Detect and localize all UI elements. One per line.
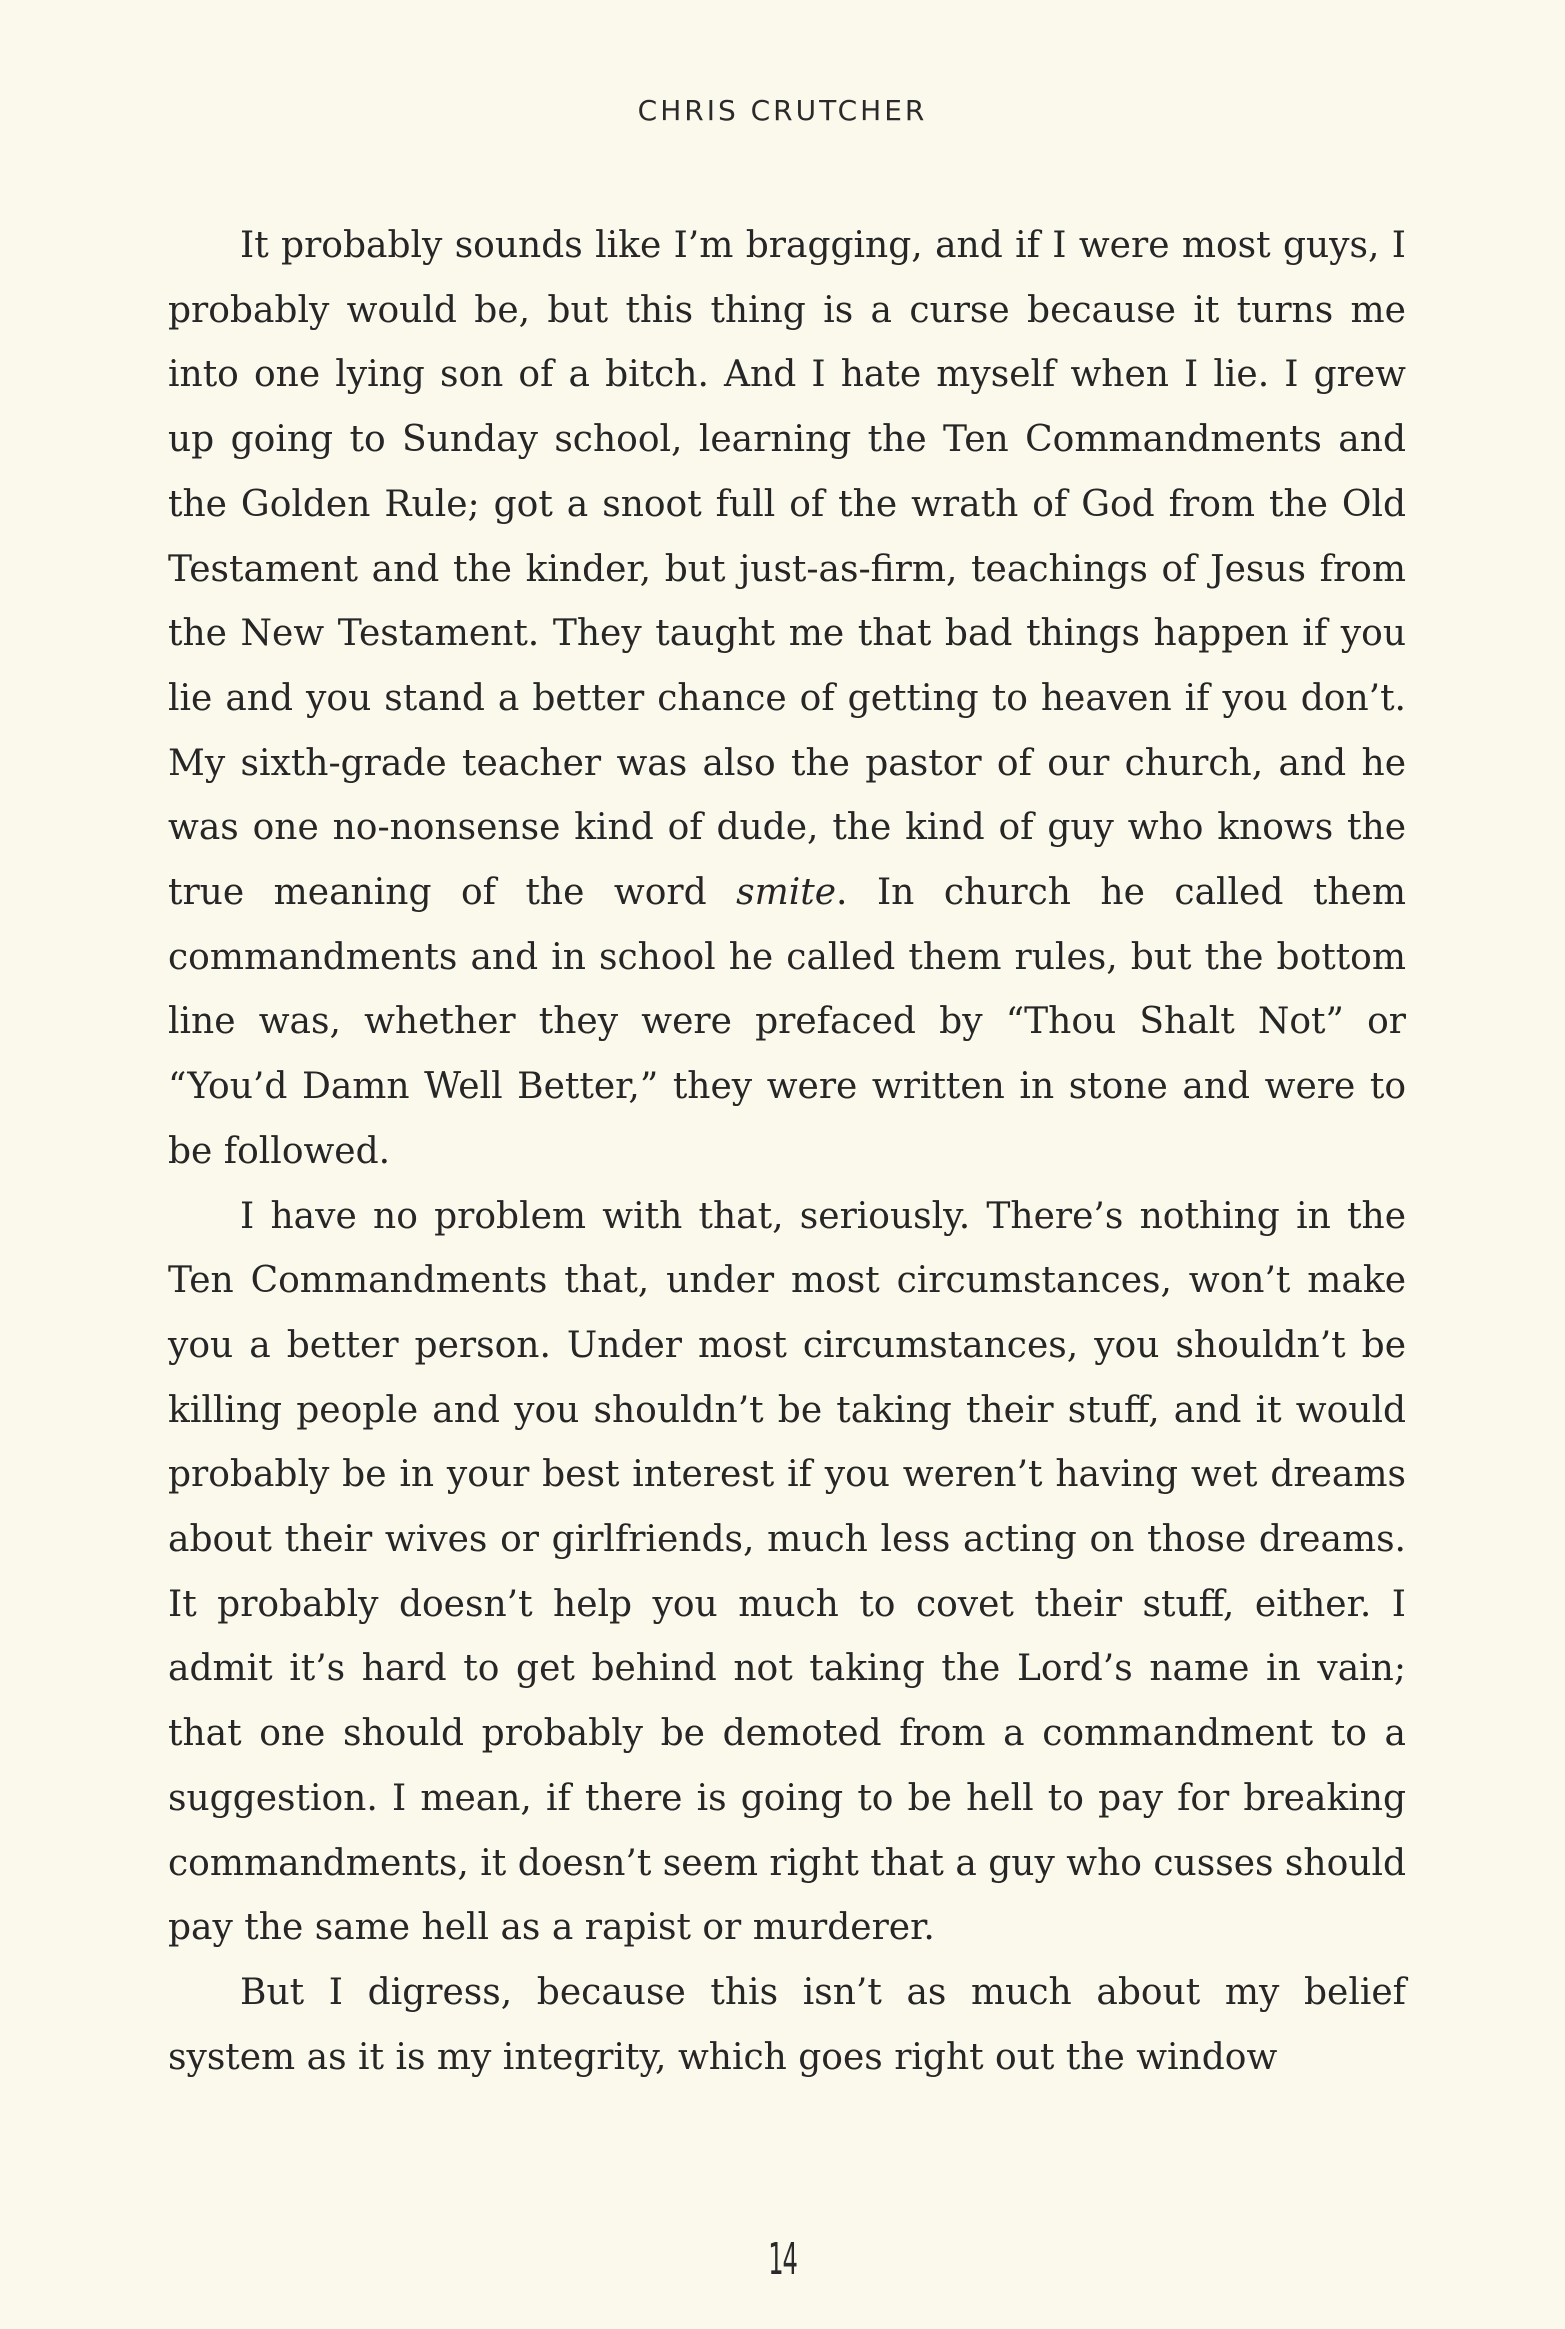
body-text — [168, 214, 1406, 2090]
paragraph-3: But I digress, because this isn’t as much about my belief system as it is my integrity, which goes right out the window — [168, 1971, 1406, 2078]
paragraph-2: I have no problem with that, seriously. There’s nothing in the Ten Commandments that, under most circumstances, won’t make you a better person. Under most circumstances, you shouldn’t be killing people and you shouldn’t be taking their stuff, and it would probably be in your best interest if you weren’t having wet dreams about their wives or girlfriends, much less acting on those dreams. It probably doesn’t help you much to covet their stuff, either. I admit it’s hard to get behind not taking the Lord’s name in vain; that one should probably be demoted from a commandment to a suggestion. I mean, if there is going to be hell to pay for breaking commandments, it doesn’t seem right that a guy who cusses should pay the same hell as a rapist or murderer. — [168, 1195, 1406, 1949]
running-head-author: CHRIS CRUTCHER — [637, 94, 928, 127]
paragraph-1-emphasis: smite — [736, 872, 837, 914]
paragraph-1-text-a: It probably sounds like I’m bragging, and if I were most guys, I probably would be, but this thing is a curse because it turns me into one lying son of a bitch. And I hate myself when I lie. I grew up going to Sunday school, learning the Ten Commandments and the Golden Rule; got a snoot full of the wrath of God from the Old Testament and the kinder, but just-as-firm, teachings of Jesus from the New Testament. They taught me that bad things happen if you lie and you stand a better chance of getting to heaven if you don’t. My sixth-grade teacher was also the pastor of our church, and he was one no-nonsense kind of dude, the kind of guy who knows the true meaning of the word — [168, 225, 1406, 914]
page-number: 14 — [768, 2234, 797, 2285]
paragraph-1 — [168, 214, 1406, 1185]
paragraph-1-text-b: . In church he called them commandments and in school he called them rules, but the bottom line was, whether they were prefaced by “Thou Shalt Not” or “You’d Damn Well Better,” they were written in stone and were to be followed. — [168, 872, 1406, 1172]
